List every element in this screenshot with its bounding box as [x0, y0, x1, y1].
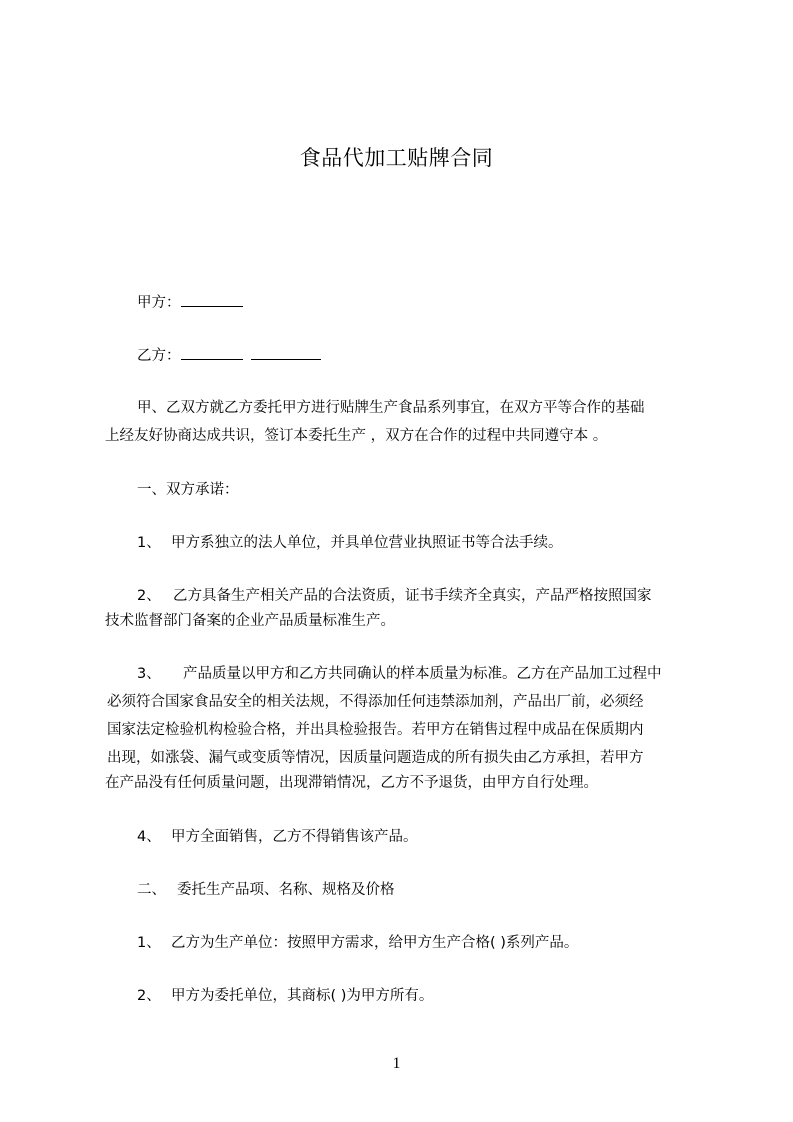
party-b-line — [137, 345, 321, 366]
section-2-heading-text: 委托生产品项、名称、规格及价格 — [177, 882, 395, 898]
s1-item-3-text-5: 在产品没有任何质量问题，出现滞销情况，乙方不予退货，由甲方自行处理。 — [105, 775, 598, 791]
s1-item-4-num: 4、 — [137, 829, 161, 845]
s1-item-2 — [137, 586, 652, 606]
s1-item-3-text-3: 国家法定检验机构检验合格，并出具检验报告。若甲方在销售过程中成品在保质期内 — [107, 722, 644, 738]
intro-line-2: 上经友好协商达成共识，签订本委托生产 ，双方在合作的过程中共同遵守本 。 — [105, 428, 608, 444]
party-a-blank — [181, 292, 243, 307]
s1-item-1-text: 甲方系独立的法人单位，并具单位营业执照证书等合法手续。 — [171, 535, 563, 551]
section-2-heading-num: 二、 — [137, 882, 166, 898]
s1-item-3-text-2: 必须符合国家食品安全的相关法规，不得添加任何违禁添加剂，产品出厂前，必须经 — [107, 694, 644, 710]
s1-item-4-text: 甲方全面销售，乙方不得销售该产品。 — [171, 829, 418, 845]
s2-item-1 — [137, 933, 578, 953]
s1-item-3-num: 3、 — [137, 666, 161, 682]
s1-item-1 — [137, 533, 563, 553]
party-a-line — [137, 292, 243, 313]
s2-item-2 — [137, 986, 433, 1006]
s2-item-1-num: 1、 — [137, 935, 161, 951]
section-1-heading: 一、双方承诺： — [137, 482, 239, 498]
party-b-label: 乙方： — [137, 348, 181, 364]
s1-item-3 — [137, 664, 662, 684]
s1-item-3-text-4: 出现，如涨袋、漏气或变质等情况，因质量问题造成的所有损失由乙方承担，若甲方 — [107, 750, 644, 766]
s1-item-2-text-1: 乙方具备生产相关产品的合法资质，证书手续齐全真实，产品严格按照国家 — [173, 588, 652, 604]
party-a-label: 甲方： — [137, 295, 181, 311]
section-2-heading — [137, 880, 395, 900]
party-b-blank-2 — [251, 345, 321, 360]
s2-item-1-text: 乙方为生产单位：按照甲方需求，给甲方生产合格( )系列产品。 — [171, 935, 579, 951]
s1-item-3-text-1: 产品质量以甲方和乙方共同确认的样本质量为标准。乙方在产品加工过程中 — [183, 666, 662, 682]
s1-item-1-num: 1、 — [137, 535, 161, 551]
party-b-blank-1 — [181, 345, 243, 360]
s2-item-2-text: 甲方为委托单位，其商标( )为甲方所有。 — [171, 988, 434, 1004]
s1-item-2-num: 2、 — [137, 588, 161, 604]
s1-item-2-text-2: 技术监督部门备案的企业产品质量标准生产。 — [105, 613, 395, 629]
document-title: 食品代加工贴牌合同 — [299, 146, 494, 170]
s2-item-2-num: 2、 — [137, 988, 161, 1004]
s1-item-4 — [137, 827, 418, 847]
intro-line-1: 甲、乙双方就乙方委托甲方进行贴牌生产食品系列事宜，在双方平等合作的基础 — [137, 400, 645, 416]
page-number: 1 — [392, 1055, 401, 1072]
